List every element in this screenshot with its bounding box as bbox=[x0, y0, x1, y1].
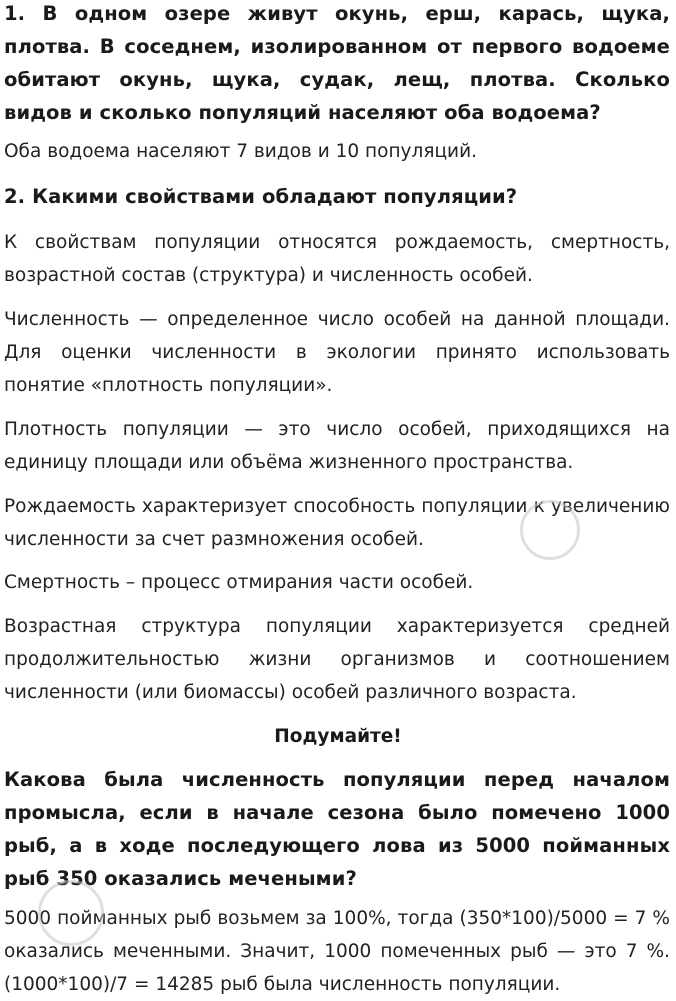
paragraph-birth-rate: Рождаемость характеризует способность популяции к увеличению численности за счет размножения особей. bbox=[4, 496, 670, 550]
think-question: Какова была численность популяции перед началом промысла, если в начале сезона было помечено 1000 рыб, а в ходе последующего лова из 5000 пойманных рыб 350 оказались мечеными? bbox=[4, 768, 670, 890]
paragraph-abundance: Численность — определенное число особей на данной площади. Для оценки численности в экологии принято использовать понятие «плотность популяции». bbox=[4, 309, 670, 396]
answer-1: Оба водоема населяют 7 видов и 10 популяций. bbox=[4, 141, 477, 162]
question-1: 1. В одном озере живут окунь, ерш, карась, щука, плотва. В соседнем, изолированном от первого водоеме обитают окунь, щука, судак, лещ, плотва. Сколько видов и сколько популяций населяют оба водоема? bbox=[4, 2, 670, 124]
paragraph-age-structure: Возрастная структура популяции характеризуется средней продолжительностью жизни организмов и соотношением численности (или биомассы) особей различного возраста. bbox=[4, 616, 670, 703]
paragraph-mortality: Смертность – процесс отмирания части особей. bbox=[4, 572, 474, 593]
paragraph-density: Плотность популяции — это число особей, приходящихся на единицу площади или объёма жизненного пространства. bbox=[4, 419, 670, 473]
think-heading: Подумайте! bbox=[274, 726, 402, 747]
think-answer: 5000 пойманных рыб возьмем за 100%, тогда (350*100)/5000 = 7 % оказались меченными. Значит, 1000 помеченных рыб — это 7 %. (1000*100)/7 = 14285 рыб была численность популяции. bbox=[4, 908, 670, 995]
paragraph-properties: К свойствам популяции относятся рождаемость, смертность, возрастной состав (структура) и численность особей. bbox=[4, 232, 670, 286]
question-2: 2. Какими свойствами обладают популяции? bbox=[4, 185, 518, 208]
